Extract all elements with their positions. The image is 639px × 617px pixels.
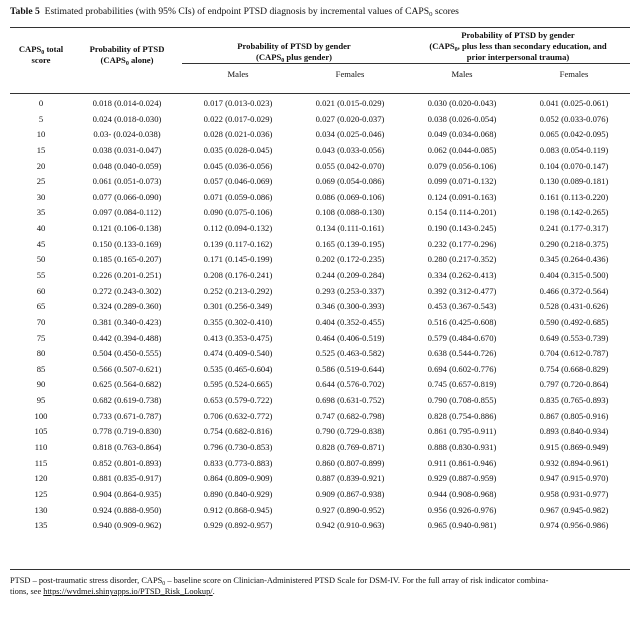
cell-score: 105	[34, 426, 48, 437]
col-header-gender-males: Males	[182, 64, 294, 81]
table-row	[10, 158, 630, 174]
table-footnote: PTSD – post-traumatic stress disorder, $CAPS_0$ – baseline score on Clinician-Administered PTSD Scale for DSM-IV. For the full array of risk indicator combina- tions, see https://wvdmei.shinyapps.io/PTSD_Risk_Lookup/.	[10, 576, 549, 596]
table-row	[10, 236, 630, 252]
table-row	[10, 189, 630, 205]
cell-score: 0	[38, 97, 44, 108]
cell-edu-females: 0.404 (0.315-0.500)	[539, 270, 609, 280]
table-row	[10, 252, 630, 268]
cell-gender-females: 0.055 (0.042-0.070)	[315, 160, 385, 171]
cell-edu-males: 0.965 (0.940-0.981)	[427, 520, 497, 531]
cell-score: 125	[34, 488, 48, 499]
cell-gender-males: 0.535 (0.465-0.604)	[203, 363, 273, 374]
cell-alone: 0.940 (0.909-0.962)	[92, 520, 162, 531]
cell-edu-males: 0.516 (0.425-0.608)	[427, 316, 497, 327]
table-row	[10, 518, 630, 534]
cell-edu-males: 0.334 (0.262-0.413)	[427, 270, 497, 280]
cell-score: 65	[36, 301, 46, 312]
table-row	[10, 315, 630, 331]
results-table	[10, 29, 630, 534]
cell-edu-females: 0.958 (0.931-0.977)	[539, 488, 609, 499]
cell-alone: 0.272 (0.243-0.302)	[92, 285, 162, 296]
cell-score: 120	[34, 473, 48, 484]
col-header-edu-males: Males	[406, 64, 518, 81]
cell-alone: 0.097 (0.084-0.112)	[92, 207, 162, 218]
cell-alone: 0.018 (0.014-0.024)	[92, 97, 162, 108]
cell-score: 10	[36, 129, 46, 140]
cell-alone: 0.150 (0.133-0.169)	[92, 238, 162, 249]
table-row	[10, 440, 630, 456]
table-row	[10, 330, 630, 346]
cell-gender-males: 0.653 (0.579-0.722)	[203, 395, 273, 406]
cell-edu-males: 0.049 (0.034-0.068)	[427, 129, 497, 140]
cell-gender-males: 0.112 (0.094-0.132)	[203, 223, 273, 234]
cell-score: 5	[38, 113, 44, 124]
cell-edu-females: 0.932 (0.894-0.961)	[539, 457, 609, 468]
table-row	[10, 424, 630, 440]
table-row	[10, 471, 630, 487]
cell-alone: 0.226 (0.201-0.251)	[92, 270, 162, 280]
cell-score: 15	[36, 144, 46, 155]
cell-edu-females: 0.104 (0.070-0.147)	[539, 160, 609, 171]
cell-alone: 0.038 (0.031-0.047)	[92, 144, 162, 155]
table-row	[10, 346, 630, 362]
cell-edu-females: 0.161 (0.113-0.220)	[539, 191, 609, 202]
cell-score: 130	[34, 504, 48, 515]
cell-edu-males: 0.956 (0.926-0.976)	[427, 504, 497, 515]
cell-gender-females: 0.927 (0.890-0.952)	[315, 504, 385, 515]
cell-edu-males: 0.392 (0.312-0.477)	[427, 285, 497, 296]
table-row	[10, 299, 630, 315]
cell-edu-males: 0.062 (0.044-0.085)	[427, 144, 497, 155]
cell-gender-females: 0.909 (0.867-0.938)	[315, 488, 385, 499]
cell-gender-females: 0.586 (0.519-0.644)	[315, 363, 385, 374]
table-title: Estimated probabilities (with 95% CIs) of endpoint PTSD diagnosis by incremental values of CAPS	[44, 6, 430, 17]
cell-edu-females: 0.065 (0.042-0.095)	[539, 129, 609, 140]
cell-edu-males: 0.453 (0.367-0.543)	[427, 301, 497, 312]
cell-score: 35	[36, 207, 46, 218]
table-row	[10, 283, 630, 299]
cell-gender-males: 0.045 (0.036-0.056)	[203, 160, 273, 171]
table-row	[10, 143, 630, 159]
col-header-score: $CAPS_0$ total score	[18, 43, 64, 65]
cell-alone: 0.442 (0.394-0.488)	[92, 332, 162, 343]
cell-edu-males: 0.790 (0.708-0.855)	[427, 395, 497, 406]
cell-edu-males: 0.030 (0.020-0.043)	[427, 97, 497, 108]
cell-alone: 0.625 (0.564-0.682)	[92, 379, 162, 390]
cell-alone: 0.048 (0.040-0.059)	[92, 160, 162, 171]
cell-gender-females: 0.346 (0.300-0.393)	[315, 301, 385, 312]
cell-edu-females: 0.052 (0.033-0.076)	[539, 113, 609, 124]
cell-gender-females: 0.134 (0.111-0.161)	[315, 223, 385, 234]
cell-alone: 0.852 (0.801-0.893)	[92, 457, 162, 468]
cell-edu-females: 0.797 (0.720-0.864)	[539, 379, 609, 390]
cell-edu-females: 0.649 (0.553-0.739)	[539, 332, 609, 343]
cell-gender-males: 0.355 (0.302-0.410)	[203, 316, 273, 327]
cell-score: 20	[36, 160, 46, 171]
cell-edu-males: 0.745 (0.657-0.819)	[427, 379, 497, 390]
cell-gender-males: 0.090 (0.075-0.106)	[203, 207, 273, 218]
cell-score: 45	[36, 238, 46, 249]
table-row	[10, 487, 630, 503]
table-label: Table 5	[10, 6, 40, 17]
cell-gender-males: 0.912 (0.868-0.945)	[203, 504, 273, 515]
table-row	[10, 205, 630, 221]
table-row	[10, 408, 630, 424]
cell-gender-males: 0.139 (0.117-0.162)	[203, 238, 273, 249]
cell-gender-females: 0.790 (0.729-0.838)	[315, 426, 385, 437]
cell-gender-males: 0.595 (0.524-0.665)	[203, 379, 273, 390]
cell-edu-males: 0.579 (0.484-0.670)	[427, 332, 497, 343]
cell-edu-males: 0.124 (0.091-0.163)	[427, 191, 497, 202]
cell-gender-males: 0.864 (0.809-0.909)	[203, 473, 273, 484]
lookup-link[interactable]: https://wvdmei.shinyapps.io/PTSD_Risk_Lookup/	[43, 587, 213, 596]
cell-edu-females: 0.867 (0.805-0.916)	[539, 410, 609, 421]
col-header-alone: Probability of PTSD ($CAPS_0$ alone)	[89, 43, 165, 67]
cell-edu-males: 0.638 (0.544-0.726)	[427, 348, 497, 359]
cell-alone: 0.03- (0.024-0.038)	[93, 129, 161, 140]
cell-edu-males: 0.694 (0.602-0.776)	[427, 363, 497, 374]
cell-edu-females: 0.967 (0.945-0.982)	[539, 504, 609, 515]
cell-edu-males: 0.038 (0.026-0.054)	[427, 113, 497, 124]
cell-alone: 0.024 (0.018-0.030)	[92, 113, 162, 124]
cell-alone: 0.324 (0.289-0.360)	[92, 301, 162, 312]
cell-alone: 0.077 (0.066-0.090)	[92, 191, 162, 202]
cell-edu-females: 0.130 (0.089-0.181)	[539, 176, 609, 187]
cell-edu-females: 0.528 (0.431-0.626)	[539, 301, 609, 312]
table-row	[10, 502, 630, 518]
cell-alone: 0.733 (0.671-0.787)	[92, 410, 162, 421]
cell-edu-males: 0.079 (0.056-0.106)	[427, 160, 497, 171]
cell-edu-females: 0.083 (0.054-0.119)	[539, 144, 609, 155]
cell-edu-females: 0.893 (0.840-0.934)	[539, 426, 609, 437]
table-row	[10, 127, 630, 143]
cell-score: 70	[36, 316, 46, 327]
bottom-rule	[10, 569, 630, 570]
cell-score: 95	[36, 395, 46, 406]
cell-score: 55	[36, 270, 46, 280]
cell-gender-females: 0.108 (0.088-0.130)	[315, 207, 385, 218]
table-body	[10, 80, 630, 534]
cell-gender-males: 0.171 (0.145-0.199)	[203, 254, 273, 265]
cell-score: 115	[34, 457, 48, 468]
cell-gender-males: 0.028 (0.021-0.036)	[203, 129, 273, 140]
cell-gender-males: 0.017 (0.013-0.023)	[203, 97, 273, 108]
cell-edu-males: 0.099 (0.071-0.132)	[427, 176, 497, 187]
cell-gender-females: 0.202 (0.172-0.235)	[315, 254, 385, 265]
col-header-edu-females: Females	[518, 64, 630, 81]
cell-gender-males: 0.035 (0.028-0.045)	[203, 144, 273, 155]
cell-gender-males: 0.057 (0.046-0.069)	[203, 176, 273, 187]
cell-edu-females: 0.041 (0.025-0.061)	[539, 97, 609, 108]
cell-alone: 0.778 (0.719-0.830)	[92, 426, 162, 437]
cell-gender-females: 0.404 (0.352-0.455)	[315, 316, 385, 327]
cell-edu-females: 0.290 (0.218-0.375)	[539, 238, 609, 249]
cell-gender-females: 0.698 (0.631-0.752)	[315, 395, 385, 406]
cell-alone: 0.381 (0.340-0.423)	[92, 316, 162, 327]
cell-edu-females: 0.754 (0.668-0.829)	[539, 363, 609, 374]
cell-gender-males: 0.474 (0.409-0.540)	[203, 348, 273, 359]
cell-score: 50	[36, 254, 46, 265]
cell-score: 100	[34, 410, 48, 421]
cell-alone: 0.881 (0.835-0.917)	[92, 473, 162, 484]
cell-gender-females: 0.464 (0.406-0.519)	[315, 332, 385, 343]
table-row	[10, 377, 630, 393]
cell-score: 85	[36, 363, 46, 374]
cell-alone: 0.682 (0.619-0.738)	[92, 395, 162, 406]
cell-gender-males: 0.413 (0.353-0.475)	[203, 332, 273, 343]
table-row	[10, 393, 630, 409]
cell-gender-males: 0.833 (0.773-0.883)	[203, 457, 273, 468]
cell-score: 60	[36, 285, 46, 296]
cell-gender-females: 0.244 (0.209-0.284)	[315, 270, 385, 280]
header-rule	[10, 93, 630, 94]
cell-gender-females: 0.860 (0.807-0.899)	[315, 457, 385, 468]
cell-edu-males: 0.944 (0.908-0.968)	[427, 488, 497, 499]
cell-gender-females: 0.525 (0.463-0.582)	[315, 348, 385, 359]
table-row	[10, 268, 630, 284]
cell-edu-males: 0.911 (0.861-0.946)	[427, 457, 497, 468]
cell-gender-females: 0.034 (0.025-0.046)	[315, 129, 385, 140]
cell-gender-females: 0.293 (0.253-0.337)	[315, 285, 385, 296]
cell-alone: 0.924 (0.888-0.950)	[92, 504, 162, 515]
cell-score: 30	[36, 191, 46, 202]
table-row	[10, 221, 630, 237]
table-row	[10, 362, 630, 378]
table-row	[10, 111, 630, 127]
col-header-gender-females: Females	[294, 64, 406, 81]
cell-edu-females: 0.198 (0.142-0.265)	[539, 207, 609, 218]
cell-alone: 0.904 (0.864-0.935)	[92, 488, 162, 499]
cell-score: 80	[36, 348, 46, 359]
table-caption: Table 5 Estimated probabilities (with 95% CIs) of endpoint PTSD diagnosis by incremental values of $CAPS_0$ scores	[10, 6, 459, 18]
cell-score: 110	[34, 442, 48, 453]
cell-alone: 0.185 (0.165-0.207)	[92, 254, 162, 265]
cell-alone: 0.121 (0.106-0.138)	[92, 223, 162, 234]
cell-score: 25	[36, 176, 46, 187]
cell-gender-females: 0.027 (0.020-0.037)	[315, 113, 385, 124]
cell-edu-females: 0.835 (0.765-0.893)	[539, 395, 609, 406]
cell-gender-females: 0.747 (0.682-0.798)	[315, 410, 385, 421]
cell-gender-males: 0.929 (0.892-0.957)	[203, 520, 273, 531]
cell-edu-males: 0.828 (0.754-0.886)	[427, 410, 497, 421]
cell-edu-females: 0.704 (0.612-0.787)	[539, 348, 609, 359]
cell-gender-females: 0.644 (0.576-0.702)	[315, 379, 385, 390]
cell-gender-males: 0.208 (0.176-0.241)	[203, 270, 273, 280]
cell-gender-males: 0.071 (0.059-0.086)	[203, 191, 273, 202]
cell-edu-females: 0.466 (0.372-0.564)	[539, 285, 609, 296]
table-row	[10, 174, 630, 190]
table-row	[10, 96, 630, 112]
cell-gender-females: 0.069 (0.054-0.086)	[315, 176, 385, 187]
cell-edu-females: 0.241 (0.177-0.317)	[539, 223, 609, 234]
cell-edu-females: 0.915 (0.869-0.949)	[539, 442, 609, 453]
cell-edu-males: 0.929 (0.887-0.959)	[427, 473, 497, 484]
cell-score: 135	[34, 520, 48, 531]
cell-alone: 0.818 (0.763-0.864)	[92, 442, 162, 453]
cell-gender-males: 0.252 (0.213-0.292)	[203, 285, 273, 296]
cell-gender-females: 0.887 (0.839-0.921)	[315, 473, 385, 484]
cell-gender-males: 0.706 (0.632-0.772)	[203, 410, 273, 421]
cell-gender-females: 0.165 (0.139-0.195)	[315, 238, 385, 249]
cell-gender-males: 0.301 (0.256-0.349)	[203, 301, 273, 312]
cell-gender-females: 0.043 (0.033-0.056)	[315, 144, 385, 155]
cell-edu-males: 0.232 (0.177-0.296)	[427, 238, 497, 249]
cell-gender-females: 0.086 (0.069-0.106)	[315, 191, 385, 202]
cell-gender-males: 0.796 (0.730-0.853)	[203, 442, 273, 453]
cell-edu-males: 0.861 (0.795-0.911)	[427, 426, 497, 437]
cell-edu-males: 0.888 (0.830-0.931)	[427, 442, 497, 453]
cell-score: 75	[36, 332, 46, 343]
cell-edu-males: 0.280 (0.217-0.352)	[427, 254, 497, 265]
cell-edu-males: 0.154 (0.114-0.201)	[427, 207, 497, 218]
cell-edu-females: 0.947 (0.915-0.970)	[539, 473, 609, 484]
cell-alone: 0.061 (0.051-0.073)	[92, 176, 162, 187]
cell-score: 40	[36, 223, 46, 234]
cell-edu-males: 0.190 (0.143-0.245)	[427, 223, 497, 234]
group-header-education: Probability of PTSD by gender ($CAPS_0$, plus less than secondary education, and prior interpersonal trauma)	[429, 30, 607, 62]
cell-gender-males: 0.754 (0.682-0.816)	[203, 426, 273, 437]
cell-gender-females: 0.021 (0.015-0.029)	[315, 97, 385, 108]
cell-edu-females: 0.974 (0.956-0.986)	[539, 520, 609, 531]
cell-alone: 0.566 (0.507-0.621)	[92, 363, 162, 374]
cell-gender-females: 0.942 (0.910-0.963)	[315, 520, 385, 531]
cell-score: 90	[36, 379, 46, 390]
cell-edu-females: 0.345 (0.264-0.436)	[539, 254, 609, 265]
table-row	[10, 455, 630, 471]
cell-gender-males: 0.022 (0.017-0.029)	[203, 113, 273, 124]
cell-alone: 0.504 (0.450-0.555)	[92, 348, 162, 359]
top-rule	[10, 27, 630, 28]
cell-edu-females: 0.590 (0.492-0.685)	[539, 316, 609, 327]
cell-gender-males: 0.890 (0.840-0.929)	[203, 488, 273, 499]
cell-gender-females: 0.828 (0.769-0.871)	[315, 442, 385, 453]
group-header-gender: Probability of PTSD by gender ($CAPS_0$ plus gender)	[237, 41, 351, 64]
